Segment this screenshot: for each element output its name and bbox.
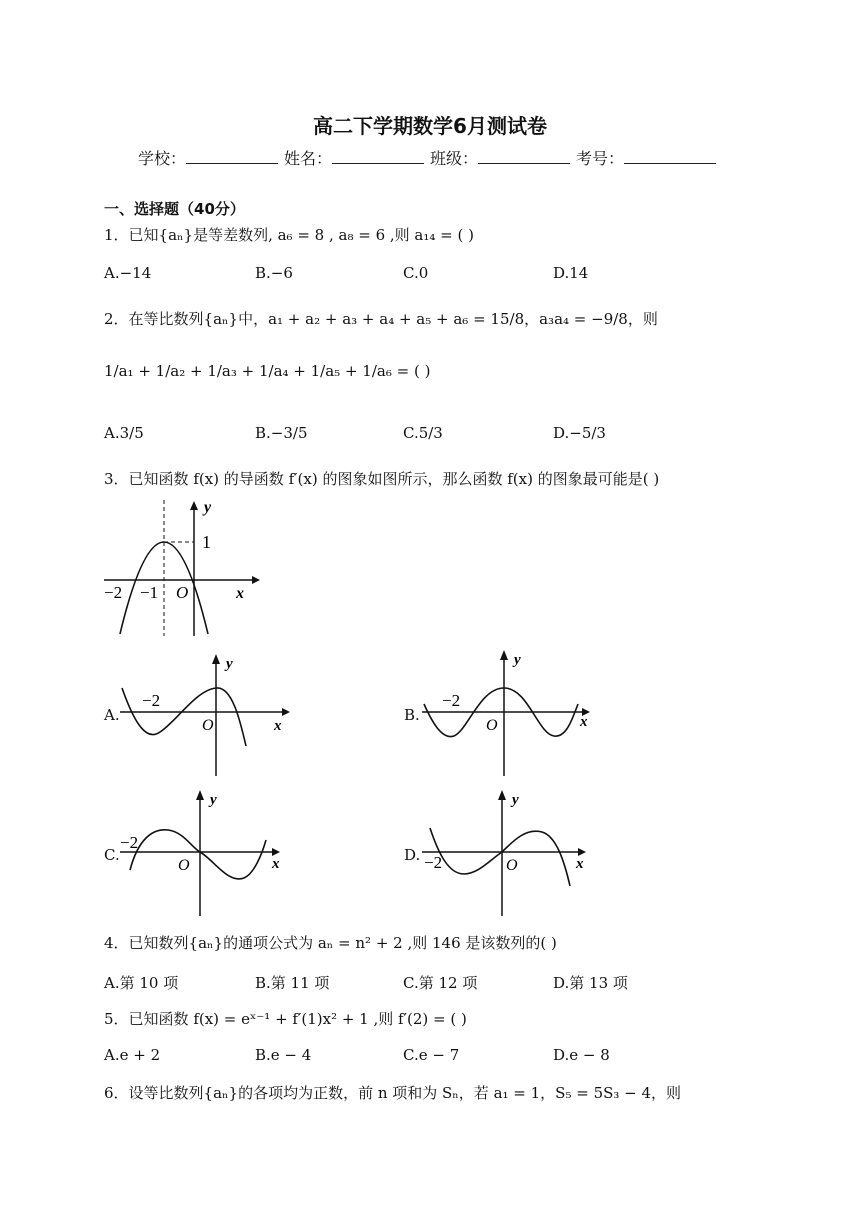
option-d-origin-label: O [506,857,518,874]
x-axis-arrow-icon [252,576,260,584]
q1-option-a[interactable]: A.−14 [104,264,152,282]
option-b-x-label: x [580,714,588,730]
exam-no-blank[interactable] [624,149,716,164]
q3-option-d-graph[interactable] [418,788,594,918]
option-a-y-label: y [226,656,233,672]
graph-one-label: 1 [202,532,211,552]
option-d-neg2-label: −2 [424,853,443,872]
graph-origin-label: O [176,583,189,602]
y-axis-arrow-icon [196,790,204,800]
x-axis-arrow-icon [282,708,290,716]
q5-text: 已知函数 f(x) = eˣ⁻¹ + f′(1)x² + 1 ,则 f′(2) = ( ) [128,1010,467,1028]
y-axis-arrow-icon [212,654,220,664]
school-blank[interactable] [186,149,278,164]
q3-stem [104,468,659,489]
graph-y-label: y [204,499,212,516]
x-axis-arrow-icon [578,848,586,856]
q3-text: 已知函数 f(x) 的导函数 f′(x) 的图象如图所示，那么函数 f(x) 的图象最可能是( ) [128,470,660,488]
q4-text: 已知数列{aₙ}的通项公式为 aₙ = n² + 2 ,则 146 是该数列的( ) [128,934,557,952]
q5-option-c[interactable]: C.e − 7 [403,1046,460,1064]
name-blank[interactable] [332,149,424,164]
q4-stem [104,932,557,953]
q1-option-b[interactable]: B.−6 [255,264,293,282]
option-a-origin-label: O [202,717,214,734]
y-axis-arrow-icon [500,650,508,660]
option-a-curve [122,688,246,746]
q3-option-c-letter[interactable]: C. [104,846,120,864]
option-a-neg2-label: −2 [142,691,161,710]
q4-option-a[interactable]: A.第 10 项 [104,974,179,992]
student-info-line [0,146,860,169]
graph-x-label: x [236,585,244,602]
q3-option-b-graph[interactable] [418,650,598,778]
derivative-graph [100,498,260,638]
q2-number: 2． [104,310,129,328]
q3-option-a-graph[interactable] [116,650,296,778]
q5-option-d[interactable]: D.e − 8 [553,1046,610,1064]
q2-option-a[interactable]: A.3/5 [104,424,144,442]
y-axis-arrow-icon [190,501,198,510]
q4-option-c[interactable]: C.第 12 项 [403,974,478,992]
school-label: 学校： [137,149,186,168]
section-title: 一、选择题（40分） [104,200,245,218]
q2-stem-continued: 1/a₁ + 1/a₂ + 1/a₃ + 1/a₄ + 1/a₅ + 1/a₆ = ( ) [104,362,431,380]
option-a-x-label: x [274,718,282,734]
class-label: 班级： [430,149,479,168]
q4-option-d[interactable]: D.第 13 项 [553,974,628,992]
q5-option-b[interactable]: B.e − 4 [255,1046,312,1064]
graph-neg1-label: −1 [140,583,159,602]
q3-option-c-graph[interactable] [116,788,292,918]
option-c-curve [130,830,266,879]
q3-option-b-letter[interactable]: B. [404,706,420,724]
option-c-x-label: x [272,856,280,872]
option-c-y-label: y [210,792,217,808]
y-axis-arrow-icon [498,790,506,800]
q2-text: 在等比数列{aₙ}中，a₁ + a₂ + a₃ + a₄ + a₅ + a₆ = 15/8，a₃a₄ = −9/8，则 [128,310,658,328]
q4-number: 4． [104,934,129,952]
q3-number: 3． [104,470,129,488]
option-c-origin-label: O [178,857,190,874]
q6-number: 6． [104,1084,129,1102]
q2-option-c[interactable]: C.5/3 [403,424,443,442]
x-axis-arrow-icon [272,848,280,856]
q2-option-d[interactable]: D.−5/3 [553,424,606,442]
option-c-neg2-label: −2 [120,833,139,852]
q6-stem [104,1082,681,1103]
q2-stem [104,308,658,329]
q2-option-b[interactable]: B.−3/5 [255,424,308,442]
option-d-x-label: x [576,856,584,872]
option-b-neg2-label: −2 [442,691,461,710]
q1-text: 已知{aₙ}是等差数列, a₆ = 8 , a₈ = 6 ,则 a₁₄ = ( ) [128,226,474,244]
class-blank[interactable] [478,149,570,164]
q3-option-a-letter[interactable]: A. [104,706,120,724]
q1-number: 1． [104,226,129,244]
option-d-curve [430,828,570,886]
exam-no-label: 考号： [576,149,625,168]
q4-option-b[interactable]: B.第 11 项 [255,974,330,992]
q5-stem [104,1008,467,1029]
name-label: 姓名： [283,149,332,168]
q1-stem [104,224,474,245]
option-b-y-label: y [514,652,521,668]
q5-option-a[interactable]: A.e + 2 [104,1046,161,1064]
q3-option-d-letter[interactable]: D. [404,846,421,864]
option-d-y-label: y [512,792,519,808]
q5-number: 5． [104,1010,129,1028]
q1-option-d[interactable]: D.14 [553,264,589,282]
graph-neg2-label: −2 [104,583,123,602]
option-b-origin-label: O [486,717,498,734]
q1-option-c[interactable]: C.0 [403,264,429,282]
exam-title: 高二下学期数学6月测试卷 [313,114,547,138]
q6-text: 设等比数列{aₙ}的各项均为正数，前 n 项和为 Sₙ，若 a₁ = 1，S₅ = 5S₃ − 4，则 [128,1084,682,1102]
